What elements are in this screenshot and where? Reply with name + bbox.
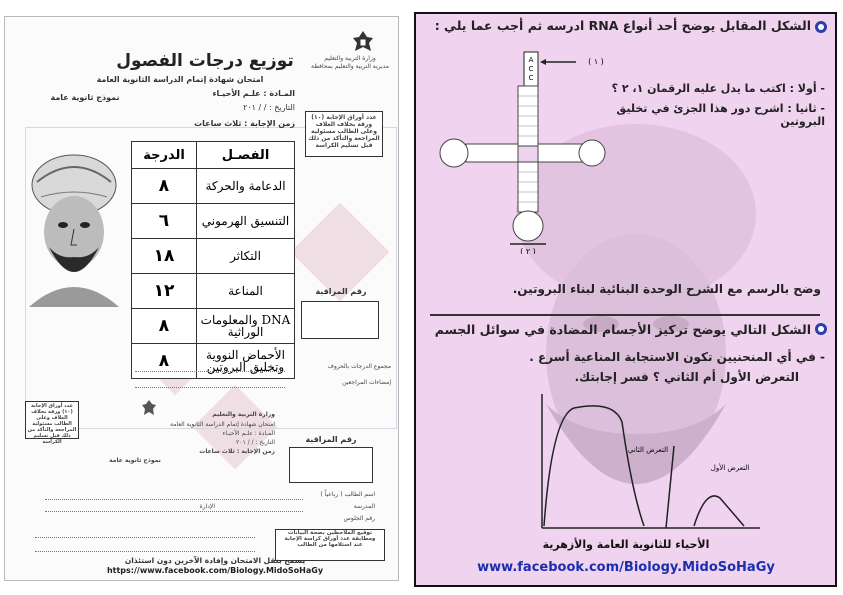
sum-label: مجموع الدرجات بالحروف (327, 363, 391, 370)
chapter-cell: DNA والمعلومات الوراثية (197, 309, 295, 344)
page-title: توزيع درجات الفصول (116, 51, 294, 71)
model-label: نموذج ثانوية عامة (50, 93, 120, 102)
dotted-line (35, 537, 255, 538)
table-row (132, 309, 295, 344)
chapter-cell: الدعامة والحركة (197, 169, 295, 204)
exam-name-lower: امتحان شهادة إتمام الدراسة الثانوية العامة (169, 421, 275, 428)
student-name-label: اسم الطالب ( رباعياً ) (320, 491, 375, 498)
label-first-exposure: التعرض الأول (710, 464, 750, 472)
dotted-line (135, 371, 285, 372)
exam-cover-page (4, 16, 399, 581)
duration-lower: زمن الإجابة : ثلاث ساعات (199, 448, 275, 455)
reviewers-label: إمضاءات المراجعين (342, 379, 391, 386)
proctor-box: توقيع الملاحظين بصحة البيانات ومطابقة عدد أوراق كراسة الإجابة عند استلامها من الطالب (275, 529, 385, 561)
chapter-cell: الأحماض النووية وتخليق البروتين (197, 344, 295, 379)
question-1-part-b: - ثانيا : اشرح دور هذا الجزئ في تخليق البروتين (616, 102, 825, 128)
question-3-part-a: - في أي المنحنيين تكون الاستجابة المناعية أسرع . (529, 350, 825, 364)
svg-text:A: A (528, 56, 534, 64)
seat-box (301, 301, 379, 339)
exam-name: امتحان شهادة إتمام الدراسة الثانوية العامة (96, 75, 264, 84)
facebook-url[interactable]: www.facebook.com/Biology.MidoSoHaGy (477, 560, 775, 575)
duration: زمن الإجابة : ثلاث ساعات (194, 119, 295, 128)
question-1-title: الشكل المقابل يوضح أحد أنواع RNA ادرسه ثم أجب عما يلي : (434, 18, 811, 33)
grade-cell: ٦ (132, 204, 197, 239)
seat-box-lower (289, 447, 373, 483)
table-row (132, 344, 295, 379)
svg-text:C: C (528, 65, 534, 73)
dotted-line (135, 387, 285, 388)
antibody-curve-diagram (534, 392, 764, 532)
school-label: المدرسة (353, 503, 375, 510)
notice-box-lower: عدد أوراق الإجابة (١٠) ورقة بخلاف الغلاف وعلى الطالب مسئولية المراجعة والتأكد من ذلك قبل تسليم الكراسة (25, 401, 79, 439)
table-row (132, 239, 295, 274)
svg-text:C: C (528, 74, 534, 82)
admin-label: الإدارة (199, 503, 215, 510)
ministry-name-lower: وزارة التربية والتعليم (212, 411, 275, 418)
grade-cell: ١٨ (132, 239, 197, 274)
table-row (132, 169, 295, 204)
ministry-name: وزارة التربية والتعليم (324, 55, 376, 62)
date-lower: التاريخ : / / ٢٠١ (236, 439, 275, 446)
header-chapter: الفصـل (197, 142, 295, 169)
table-row (132, 204, 295, 239)
ministry-sub: مديرية التربية والتعليم بمحافظة (311, 63, 389, 70)
eagle-emblem-icon (351, 29, 375, 55)
dotted-line (45, 499, 303, 500)
label-second-exposure: التعرض الثاني (627, 446, 669, 454)
subject-lower: المـادة : علـم الأحيـاء (222, 430, 275, 437)
divider (430, 314, 820, 316)
exam-question-page (414, 12, 837, 587)
question-bullet-icon (814, 20, 828, 34)
seat-label: رقم المراقبة (315, 287, 367, 296)
trna-diagram (426, 44, 626, 254)
chapter-cell: التكاثر (197, 239, 295, 274)
label-2: ( ٢ ) (520, 247, 536, 254)
header-grade: الدرجة (132, 142, 197, 169)
question-3-title: الشكل التالي يوضح تركيز الأجسام المضادة في سوائل الجسم (434, 322, 811, 337)
grade-cell: ٨ (132, 344, 197, 379)
grade-cell: ١٢ (132, 274, 197, 309)
scientist-portrait (19, 147, 129, 307)
dotted-line (45, 511, 303, 512)
grade-cell: ٨ (132, 169, 197, 204)
subject: المـادة : علـم الأحيـاء (212, 89, 295, 98)
question-2-title: وضح بالرسم مع الشرح الوحدة البنائية لبناء البروتين. (512, 282, 821, 296)
chapter-cell: التنسيق الهرموني (197, 204, 295, 239)
grade-cell: ٨ (132, 309, 197, 344)
model-label-lower: نموذج ثانوية عامة (109, 457, 161, 464)
footer-note: يسمح بنقل الامتحان وإفادة الآخرين دون استئذان (124, 556, 306, 565)
chapter-cell: المناعة (197, 274, 295, 309)
banner-text: الأحياء للثانوية العامة والأزهرية (542, 538, 710, 551)
exam-date: التاريخ : / / ٢٠١ (243, 103, 295, 112)
seat-no-label: رقم الجلوس (343, 515, 375, 522)
notice-box: عدد أوراق الإجابة (١٠) ورقة بخلاف الغلاف وعلى الطالب مسئولية المراجعة والتأكد من ذلك قبل تسليم الكراسة (305, 111, 383, 157)
seat-label-lower: رقم المراقبة (305, 435, 357, 444)
question-bullet-icon (814, 322, 828, 336)
dotted-line (35, 551, 255, 552)
question-3-part-b: التعرض الأول أم الثاني ؟ فسر إجابتك. (574, 370, 799, 384)
table-header (132, 142, 295, 169)
grades-table (131, 141, 295, 379)
table-row (132, 274, 295, 309)
footer-url[interactable]: https://www.facebook.com/Biology.MidoSoHaGy (106, 566, 324, 575)
label-1: ( ١ ) (588, 57, 604, 66)
question-1-part-a: - أولا : اكتب ما يدل عليه الرقمان ١، ٢ ؟ (611, 82, 825, 95)
